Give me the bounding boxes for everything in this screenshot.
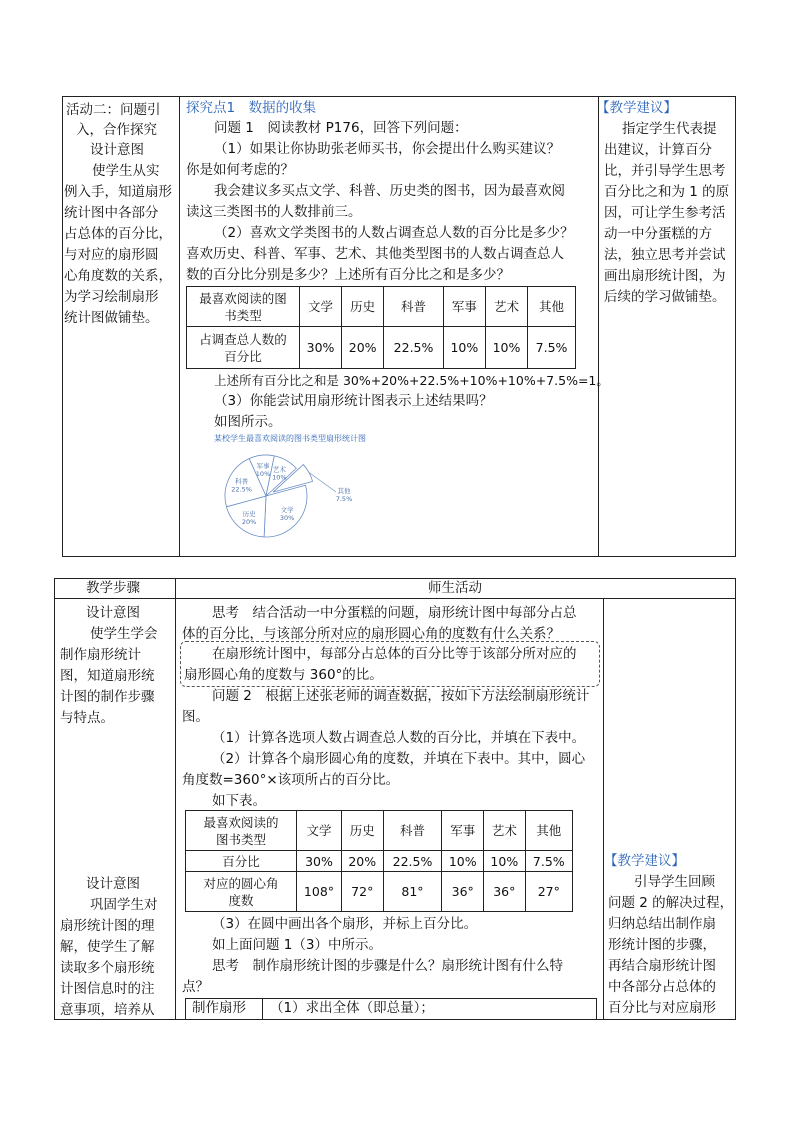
- pie-label-category: 军事: [256, 462, 270, 471]
- design-intent-line: 读取多个扇形统: [60, 960, 155, 976]
- design-intent-line: 计图信息时的注: [60, 981, 155, 997]
- table-row-label: 百分比: [186, 851, 297, 872]
- pie-label-category: 其他: [337, 487, 351, 495]
- step-3-line: （3）在圆中画出各个扇形，并标上百分比。: [212, 916, 478, 932]
- suggestion-line: 引导学生回顾: [634, 874, 715, 890]
- pie-label-category: 文学: [280, 505, 294, 514]
- problem-1-line: （1）如果让你协助张老师买书，你会提出什么购买建议？: [214, 141, 561, 157]
- table-cell: 科普: [383, 811, 442, 851]
- design-intent-line: 为学习绘制扇形: [64, 289, 159, 305]
- design-intent-line: 解，使学生了解: [60, 939, 155, 955]
- pie-leader-line: [309, 472, 336, 492]
- step-2-line: （2）计算各个扇形圆心角的度数，并填在下表中。其中，圆心: [212, 751, 586, 767]
- as-shown-line: 如图所示。: [214, 414, 282, 430]
- suggestion-line: 指定学生代表提: [622, 121, 717, 137]
- table-cell: 30%: [297, 851, 342, 872]
- pie-chart: [214, 446, 394, 546]
- step-2-line: 角度数=360°×该项所占的百分比。: [182, 772, 400, 788]
- table-cell: 文学: [300, 287, 342, 327]
- design-intent-line: 例入手，知道扇形: [64, 184, 172, 200]
- table-cell: 20%: [342, 327, 384, 369]
- bottom-divider-2: [603, 598, 604, 1020]
- table-cell: 10%: [443, 327, 485, 369]
- section-heading: 探究点1 数据的收集: [186, 100, 317, 116]
- problem-1-line: 数的百分比分别是多少？上述所有百分比之和是多少？: [186, 267, 510, 283]
- teaching-suggestion-heading: 【教学建议】: [604, 853, 685, 869]
- percentage-table: [186, 286, 576, 369]
- problem-1-line: 读这三类图书的人数排前三。: [186, 204, 362, 220]
- suggestion-line: 比，并引导学生思考: [604, 163, 726, 179]
- pie-label-category: 艺术: [272, 465, 286, 474]
- answer-line: 在扇形统计图中，每部分占总体的百分比等于该部分所对应的: [212, 646, 577, 662]
- as-follows-line: 如下表。: [212, 793, 266, 809]
- table-cell: 10%: [485, 327, 527, 369]
- pie-title: 某校学生最喜欢阅读的图书类型扇形统计图: [214, 434, 366, 443]
- problem-1-line: （2）喜欢文学类图书的人数占调查总人数的百分比是多少？: [214, 225, 574, 241]
- activity-title-2: 入，合作探究: [76, 122, 157, 138]
- problem-2-line: 图。: [182, 709, 209, 725]
- top-divider-2: [598, 96, 599, 557]
- table-header-label: 最喜欢阅读的图 书类型: [187, 287, 300, 327]
- table-cell: 10%: [442, 851, 484, 872]
- suggestion-line: 百分比之和为 1 的原: [604, 184, 730, 200]
- pie-label-value: 30%: [279, 513, 295, 522]
- step-1-line: （1）计算各选项人数占调查总人数的百分比，并填在下表中。: [212, 730, 586, 746]
- design-intent-line: 图，知道扇形统: [60, 668, 155, 684]
- table-cell: 20%: [341, 851, 383, 872]
- pie-label-value: 10%: [272, 473, 287, 482]
- design-intent-line: 与对应的扇形圆: [64, 247, 159, 263]
- table-cell: 文学: [297, 811, 342, 851]
- table-cell: 7.5%: [528, 327, 576, 369]
- table-cell: 36°: [442, 872, 484, 912]
- pie-label-category: 科普: [235, 477, 249, 486]
- pie-label-value: 20%: [241, 518, 257, 527]
- design-intent-line: 统计图做铺垫。: [64, 310, 159, 326]
- design-intent-line: 与特点。: [60, 710, 114, 726]
- steps-mini-text: （1）求出全体（即总量）；: [270, 1000, 434, 1016]
- header-activities: 师生活动: [428, 580, 482, 596]
- question-3-line: （3）你能尝试用扇形统计图表示上述结果吗？: [214, 393, 493, 409]
- as-above-line: 如上面问题 1（3）中所示。: [212, 937, 382, 953]
- think-1-line: 思考 结合活动一中分蛋糕的问题，扇形统计图中每部分占总: [212, 605, 577, 621]
- table-cell: 10%: [484, 851, 526, 872]
- table-cell: 艺术: [485, 287, 527, 327]
- design-intent-label: 设计意图: [86, 876, 140, 892]
- table-row-label: 占调查总人数的 百分比: [187, 327, 300, 369]
- table-cell: 其他: [528, 287, 576, 327]
- suggestion-line: 中各部分占总体的: [608, 979, 716, 995]
- table-cell: 27°: [525, 872, 572, 912]
- pie-label-value: 7.5%: [335, 495, 353, 503]
- design-intent-label: 设计意图: [90, 142, 144, 158]
- sum-line: 上述所有百分比之和是 30%+20%+22.5%+10%+10%+7.5%=1。: [214, 373, 609, 388]
- suggestion-line: 问题 2 的解决过程，: [608, 895, 734, 911]
- design-intent-line: 意事项，培养从: [60, 1002, 155, 1018]
- table-cell: 72°: [341, 872, 383, 912]
- suggestion-line: 画出扇形统计图，为: [604, 268, 726, 284]
- suggestion-line: 再结合扇形统计图: [608, 958, 716, 974]
- design-intent-line: 制作扇形统计: [60, 647, 141, 663]
- steps-mini-divider: [262, 998, 263, 1020]
- pie-label-value: 10%: [255, 470, 271, 479]
- problem-1-line: 喜欢历史、科普、军事、艺术、其他类型图书的人数占调查总人: [186, 246, 564, 262]
- suggestion-line: 动一中分蛋糕的方: [604, 226, 712, 242]
- think-2-line: 点？: [182, 979, 209, 995]
- header-teaching-steps: 教学步骤: [86, 580, 140, 596]
- bottom-header-rule: [54, 598, 736, 599]
- think-1-line: 体的百分比，与该部分所对应的扇形圆心角的度数有什么关系？: [182, 626, 560, 642]
- top-divider-1: [179, 96, 180, 557]
- table-cell: 科普: [384, 287, 444, 327]
- design-intent-line: 占总体的百分比，: [64, 226, 172, 242]
- teaching-suggestion-heading: 【教学建议】: [596, 100, 677, 116]
- pie-label-category: 历史: [242, 510, 256, 519]
- problem-1-line: 问题 1 阅读教材 P176，回答下列问题：: [214, 120, 468, 136]
- pie-label-value: 22.5%: [231, 485, 252, 494]
- design-intent-line: 扇形统计图的理: [60, 918, 155, 934]
- activity-title-1: 活动二：问题引: [66, 102, 161, 118]
- design-intent-line: 使学生学会: [90, 626, 158, 642]
- suggestion-line: 出建议，计算百分: [604, 142, 712, 158]
- problem-1-line: 我会建议多买点文学、科普、历史类的图书，因为最喜欢阅: [214, 183, 565, 199]
- design-intent-line: 使学生从实: [92, 163, 160, 179]
- think-2-line: 思考 制作扇形统计图的步骤是什么？扇形统计图有什么特: [212, 958, 563, 974]
- table-cell: 历史: [341, 811, 383, 851]
- bottom-divider-1: [175, 578, 176, 1020]
- table-header-label: 最喜欢阅读的 图书类型: [186, 811, 297, 851]
- table-cell: 军事: [443, 287, 485, 327]
- table-row-label: 对应的圆心角 度数: [186, 872, 297, 912]
- table-cell: 30%: [300, 327, 342, 369]
- table-cell: 历史: [342, 287, 384, 327]
- suggestion-line: 因，可让学生参考活: [604, 205, 726, 221]
- answer-line: 扇形圆心角的度数与 360°的比。: [184, 667, 383, 683]
- table-cell: 81°: [383, 872, 442, 912]
- suggestion-line: 形统计图的步骤，: [608, 937, 716, 953]
- suggestion-line: 百分比与对应扇形: [608, 1000, 716, 1016]
- suggestion-line: 法，独立思考并尝试: [604, 247, 726, 263]
- problem-1-line: 你是如何考虑的？: [186, 162, 294, 178]
- design-intent-line: 巩固学生对: [90, 897, 158, 913]
- table-cell: 36°: [484, 872, 526, 912]
- table-cell: 艺术: [484, 811, 526, 851]
- problem-2-line: 问题 2 根据上述张老师的调查数据，按如下方法绘制扇形统计: [212, 688, 590, 704]
- suggestion-line: 后续的学习做铺垫。: [604, 289, 726, 305]
- table-cell: 7.5%: [525, 851, 572, 872]
- table-cell: 22.5%: [383, 851, 442, 872]
- angle-table: [185, 810, 573, 912]
- steps-mini-label: 制作扇形: [192, 1000, 246, 1016]
- table-cell: 22.5%: [384, 327, 444, 369]
- design-intent-line: 心角度数的关系，: [64, 268, 172, 284]
- suggestion-line: 归纳总结出制作扇: [608, 916, 716, 932]
- table-cell: 军事: [442, 811, 484, 851]
- design-intent-line: 统计图中各部分: [64, 205, 159, 221]
- table-cell: 108°: [297, 872, 342, 912]
- table-cell: 其他: [525, 811, 572, 851]
- design-intent-label: 设计意图: [86, 605, 140, 621]
- design-intent-line: 计图的制作步骤: [60, 689, 155, 705]
